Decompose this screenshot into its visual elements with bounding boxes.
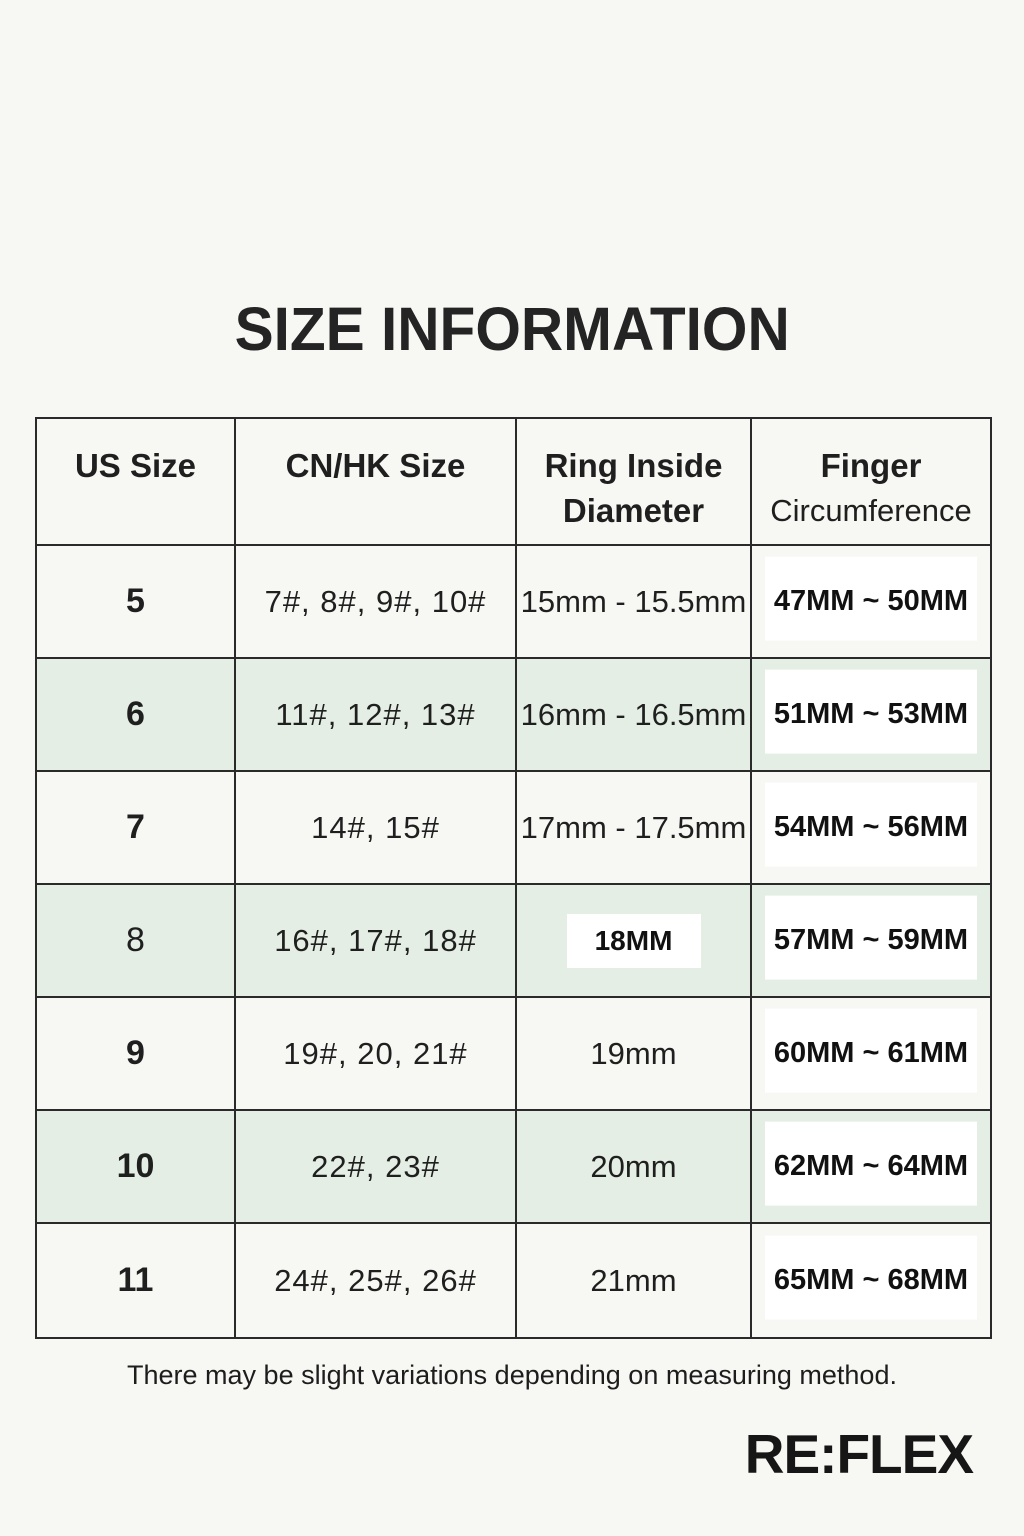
cn-hk-size-cell: 14#, 15# [236, 772, 517, 885]
finger-circumference-cell [752, 885, 990, 998]
header-diameter-line2: Diameter [562, 492, 705, 529]
finger-circumference-value: 65MM ~ 68MM [773, 1264, 969, 1296]
finger-circumference-value: 51MM ~ 53MM [773, 698, 969, 730]
cn-hk-size-cell: 19#, 20, 21# [236, 998, 517, 1111]
size-table [35, 417, 992, 1339]
us-size-cell: 11 [37, 1224, 236, 1337]
finger-circumference-cell [752, 659, 990, 772]
ring-diameter-value: 18MM [594, 924, 673, 956]
finger-circumference-value: 62MM ~ 64MM [773, 1150, 969, 1182]
finger-circumference-cell [752, 546, 990, 659]
header-us-size-label: US Size [74, 447, 197, 484]
us-size-cell: 8 [37, 885, 236, 998]
ring-diameter-cell: 16mm - 16.5mm [517, 659, 752, 772]
finger-circumference-cell [752, 772, 990, 885]
header-cn-hk-size [236, 419, 517, 546]
ring-diameter-cell: 19mm [517, 998, 752, 1111]
finger-circumference-value: 54MM ~ 56MM [773, 811, 969, 843]
header-finger-circumference [752, 419, 990, 546]
cn-hk-size-cell: 11#, 12#, 13# [236, 659, 517, 772]
header-finger-line1: Finger [820, 447, 922, 484]
cn-hk-size-cell: 7#, 8#, 9#, 10# [236, 546, 517, 659]
us-size-cell: 7 [37, 772, 236, 885]
ring-diameter-cell: 21mm [517, 1224, 752, 1337]
finger-circumference-value: 57MM ~ 59MM [773, 924, 969, 956]
cn-hk-size-cell: 24#, 25#, 26# [236, 1224, 517, 1337]
page-title [0, 294, 1024, 364]
finger-circumference-cell [752, 1224, 990, 1337]
ring-diameter-cell: 20mm [517, 1111, 752, 1224]
measuring-note: There may be slight variations depending on measuring method. [127, 1360, 897, 1390]
header-cn-hk-size-label: CN/HK Size [285, 447, 466, 484]
cn-hk-size-cell: 16#, 17#, 18# [236, 885, 517, 998]
ring-diameter-cell: 17mm - 17.5mm [517, 772, 752, 885]
ring-diameter-cell [517, 885, 752, 998]
us-size-cell: 9 [37, 998, 236, 1111]
us-size-cell: 10 [37, 1111, 236, 1224]
page-title-text: SIZE INFORMATION [234, 295, 790, 363]
finger-circumference-cell [752, 1111, 990, 1224]
us-size-cell: 5 [37, 546, 236, 659]
header-diameter-line1: Ring Inside [544, 447, 723, 484]
brand-logo: RE:FLEX [744, 1423, 973, 1485]
finger-circumference-value: 47MM ~ 50MM [773, 585, 969, 617]
header-us-size [37, 419, 236, 546]
header-finger-line2: Circumference [770, 493, 972, 528]
finger-circumference-value: 60MM ~ 61MM [773, 1037, 969, 1069]
finger-circumference-cell [752, 998, 990, 1111]
ring-diameter-cell: 15mm - 15.5mm [517, 546, 752, 659]
us-size-cell: 6 [37, 659, 236, 772]
cn-hk-size-cell: 22#, 23# [236, 1111, 517, 1224]
header-ring-inside-diameter [517, 419, 752, 546]
